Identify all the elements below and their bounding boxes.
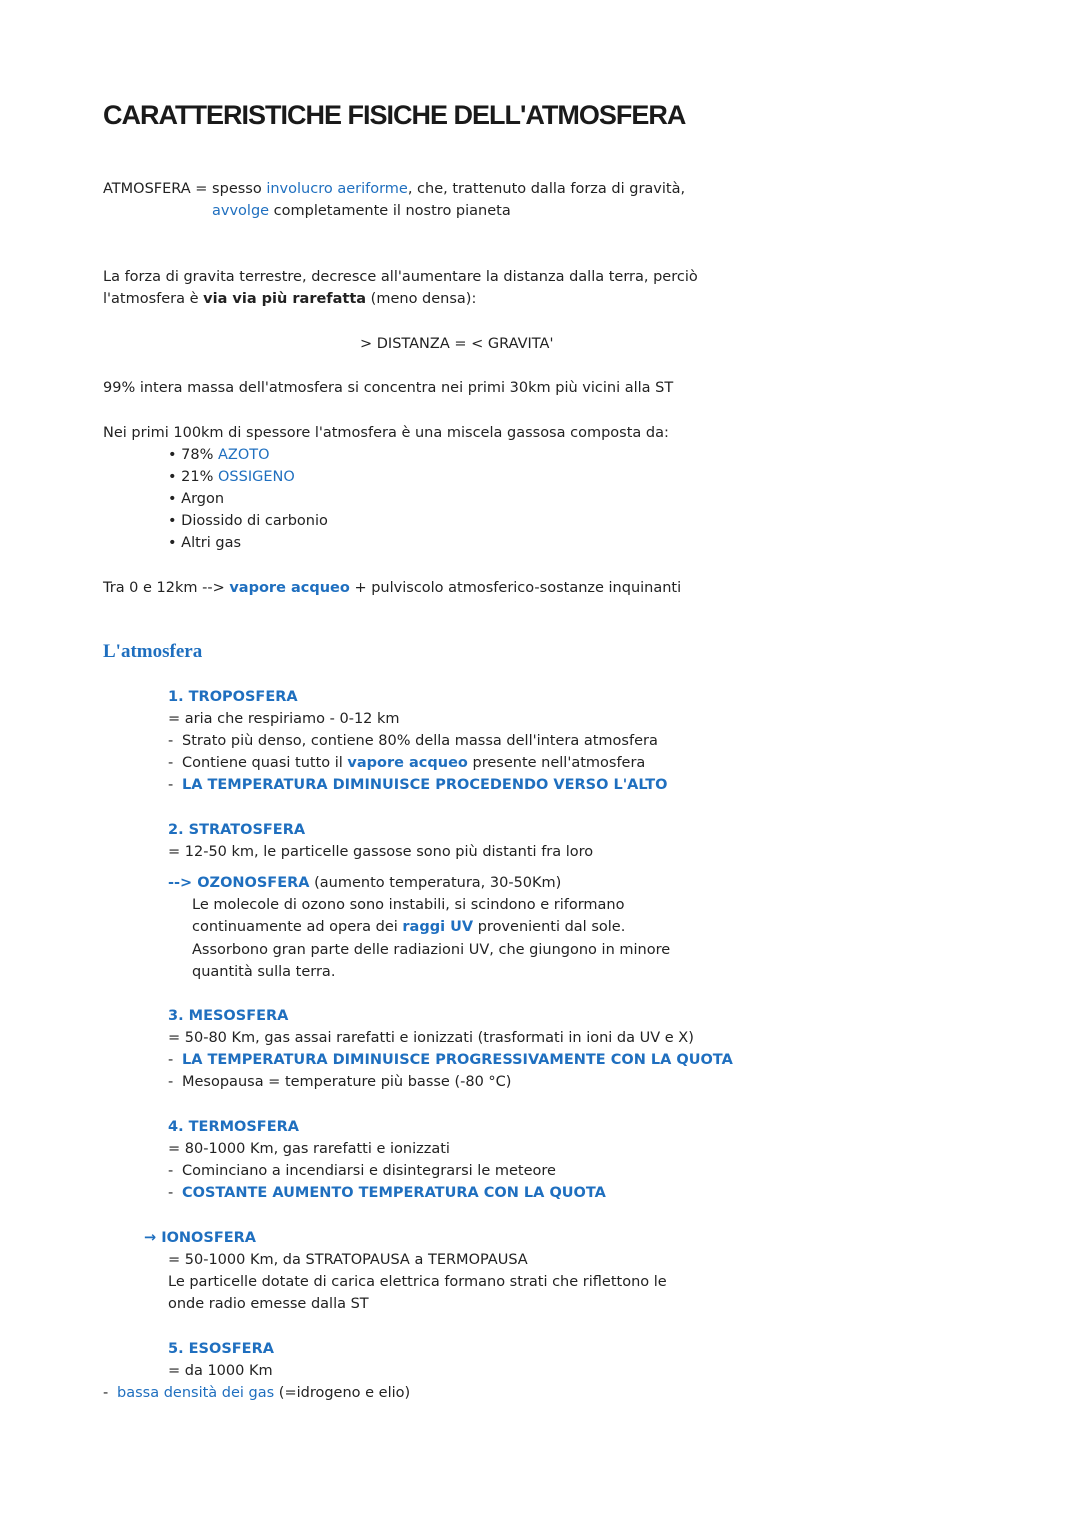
composition-item: • 78% AZOTO [168,447,270,463]
gravity-text: l'atmosfera è [103,291,204,307]
layer-heading-troposfera: 1. TROPOSFERA [168,689,298,705]
layer-heading-termosfera: 4. TERMOSFERA [168,1119,300,1135]
ozonosfera-text: quantità sulla terra. [192,964,336,980]
layer-line: onde radio emesse dalla ST [168,1296,369,1312]
layer-heading-ionosfera: → IONOSFERA [144,1230,257,1246]
layer-line-highlight: - LA TEMPERATURA DIMINUISCE PROGRESSIVAMENTE CON LA QUOTA [168,1052,733,1068]
definition-line-2 [212,200,511,222]
gas-name: AZOTO [218,447,270,463]
definition-line-1 [103,178,685,200]
gravity-formula: > DISTANZA = < GRAVITA' [360,336,554,352]
highlight-avvolge: avvolge [212,203,270,219]
definition-rest-2: completamente il nostro pianeta [269,203,511,219]
layer-heading-stratosfera: 2. STRATOSFERA [168,822,306,838]
layer-line: Le particelle dotate di carica elettrica formano strati che riflettono le [168,1274,667,1290]
composition-item: • 21% OSSIGENO [168,469,295,485]
layer-line: = aria che respiriamo - 0-12 km [168,711,400,727]
gravity-line-2 [103,288,476,310]
layer-line: - Cominciano a incendiarsi e disintegrarsi le meteore [168,1163,556,1179]
layer-line-highlight: - LA TEMPERATURA DIMINUISCE PROCEDENDO VERSO L'ALTO [168,777,668,793]
ozonosfera-line: --> OZONOSFERA (aumento temperatura, 30-50Km) [168,875,562,891]
gas-name: OSSIGENO [218,469,295,485]
highlight-vapore: vapore acqueo [229,580,350,596]
layer-line: = da 1000 Km [168,1363,273,1379]
ozonosfera-text: Le molecole di ozono sono instabili, si scindono e riformano [192,897,625,913]
layer-line: - Strato più denso, contiene 80% della massa dell'intera atmosfera [168,733,658,749]
layer-line-highlight: - COSTANTE AUMENTO TEMPERATURA CON LA QUOTA [168,1185,606,1201]
layer-line: - Contiene quasi tutto il vapore acqueo presente nell'atmosfera [168,755,646,771]
definition-term: ATMOSFERA = spesso [103,181,267,197]
layer-line: = 50-80 Km, gas assai rarefatti e ionizzati (trasformati in ioni da UV e X) [168,1030,694,1046]
gravity-line-1: La forza di gravita terrestre, decresce all'aumentare la distanza dalla terra, perciò [103,269,698,285]
ozonosfera-text: continuamente ad opera dei raggi UV provenienti dal sole. [192,919,626,935]
page-title: CARATTERISTICHE FISICHE DELL'ATMOSFERA [103,100,686,130]
layer-line: = 12-50 km, le particelle gassose sono più distanti fra loro [168,844,594,860]
definition-rest: , che, trattenuto dalla forza di gravità, [407,181,686,197]
layer-line: - bassa densità dei gas (=idrogeno e elio) [103,1385,411,1401]
composition-item: • Altri gas [168,535,242,551]
composition-item: • Diossido di carbonio [168,513,328,529]
composition-item: • Argon [168,491,225,507]
layer-line: - Mesopausa = temperature più basse (-80 °C) [168,1074,512,1090]
section-title: L'atmosfera [103,641,203,662]
layer-heading-mesosfera: 3. MESOSFERA [168,1008,289,1024]
gravity-bold: via via più rarefatta [203,291,367,307]
layer-heading-esosfera: 5. ESOSFERA [168,1341,274,1357]
gravity-text-end: (meno densa): [366,291,477,307]
ozonosfera-text: Assorbono gran parte delle radiazioni UV, che giungono in minore [192,942,671,958]
layer-line: = 80-1000 Km, gas rarefatti e ionizzati [168,1141,450,1157]
composition-intro: Nei primi 100km di spessore l'atmosfera è una miscela gassosa composta da: [103,425,669,441]
mass-line: 99% intera massa dell'atmosfera si concentra nei primi 30km più vicini alla ST [103,380,674,396]
vapor-line: Tra 0 e 12km --> vapore acqueo + pulviscolo atmosferico-sostanze inquinanti [103,580,682,596]
layer-line: = 50-1000 Km, da STRATOPAUSA a TERMOPAUSA [168,1252,528,1268]
highlight-involucro: involucro aeriforme [266,181,408,197]
